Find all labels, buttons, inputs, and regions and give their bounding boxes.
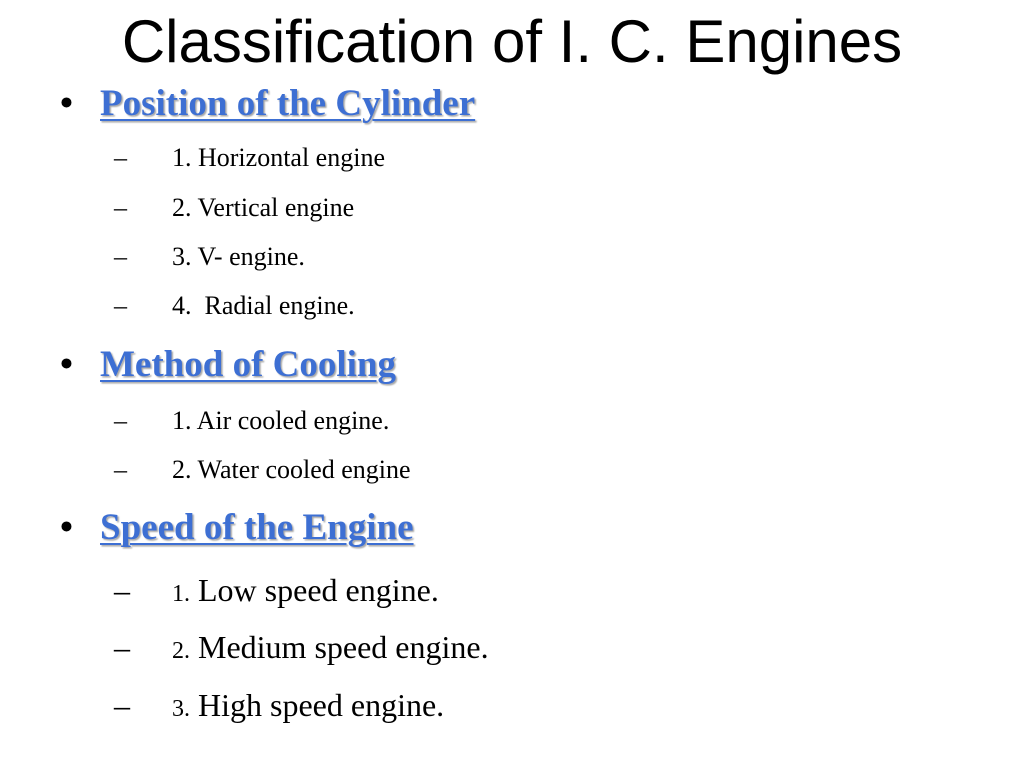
- dash-icon: –: [114, 629, 130, 665]
- slide-title: Classification of I. C. Engines: [121, 8, 903, 75]
- item-text: Vertical engine: [197, 193, 355, 222]
- bullet-icon: •: [60, 83, 73, 124]
- bullet-icon: •: [60, 507, 73, 548]
- item-text: Low speed engine.: [198, 572, 439, 608]
- list-item: [114, 685, 444, 729]
- list-item: [114, 405, 389, 437]
- item-text: V- engine.: [197, 242, 305, 271]
- list-item: [114, 627, 489, 671]
- dash-icon: –: [114, 406, 127, 435]
- section-heading-speed-of-engine: [60, 506, 414, 550]
- heading-label: Method of Cooling: [100, 344, 396, 385]
- item-text: Radial engine.: [198, 291, 355, 320]
- item-number: 2.: [172, 193, 192, 222]
- section-heading-position-of-cylinder: [60, 82, 475, 126]
- item-text: Medium speed engine.: [198, 629, 489, 665]
- item-number: 3.: [172, 242, 192, 271]
- item-text: Air cooled engine.: [196, 406, 390, 435]
- dash-icon: –: [114, 291, 127, 320]
- item-number: 1.: [172, 406, 192, 435]
- item-text: Water cooled engine: [197, 455, 411, 484]
- heading-label: Position of the Cylinder: [100, 83, 476, 124]
- heading-label: Speed of the Engine: [100, 507, 414, 548]
- item-number: 2.: [172, 638, 190, 664]
- list-item: [114, 142, 385, 174]
- item-text: Horizontal engine: [198, 143, 385, 172]
- dash-icon: –: [114, 687, 130, 723]
- list-item: [114, 290, 355, 322]
- dash-icon: –: [114, 455, 127, 484]
- item-number: 4.: [172, 291, 192, 320]
- item-number: 2.: [172, 455, 192, 484]
- dash-icon: –: [114, 572, 130, 608]
- item-number: 1.: [172, 581, 190, 607]
- bullet-icon: •: [60, 344, 73, 385]
- item-number: 1.: [172, 143, 192, 172]
- dash-icon: –: [114, 193, 127, 222]
- dash-icon: –: [114, 242, 127, 271]
- list-item: [114, 192, 354, 224]
- list-item: [114, 241, 305, 273]
- list-item: [114, 570, 439, 614]
- list-item: [114, 454, 411, 486]
- item-number: 3.: [172, 696, 190, 722]
- section-heading-method-of-cooling: [60, 343, 396, 387]
- dash-icon: –: [114, 143, 127, 172]
- item-text: High speed engine.: [198, 687, 445, 723]
